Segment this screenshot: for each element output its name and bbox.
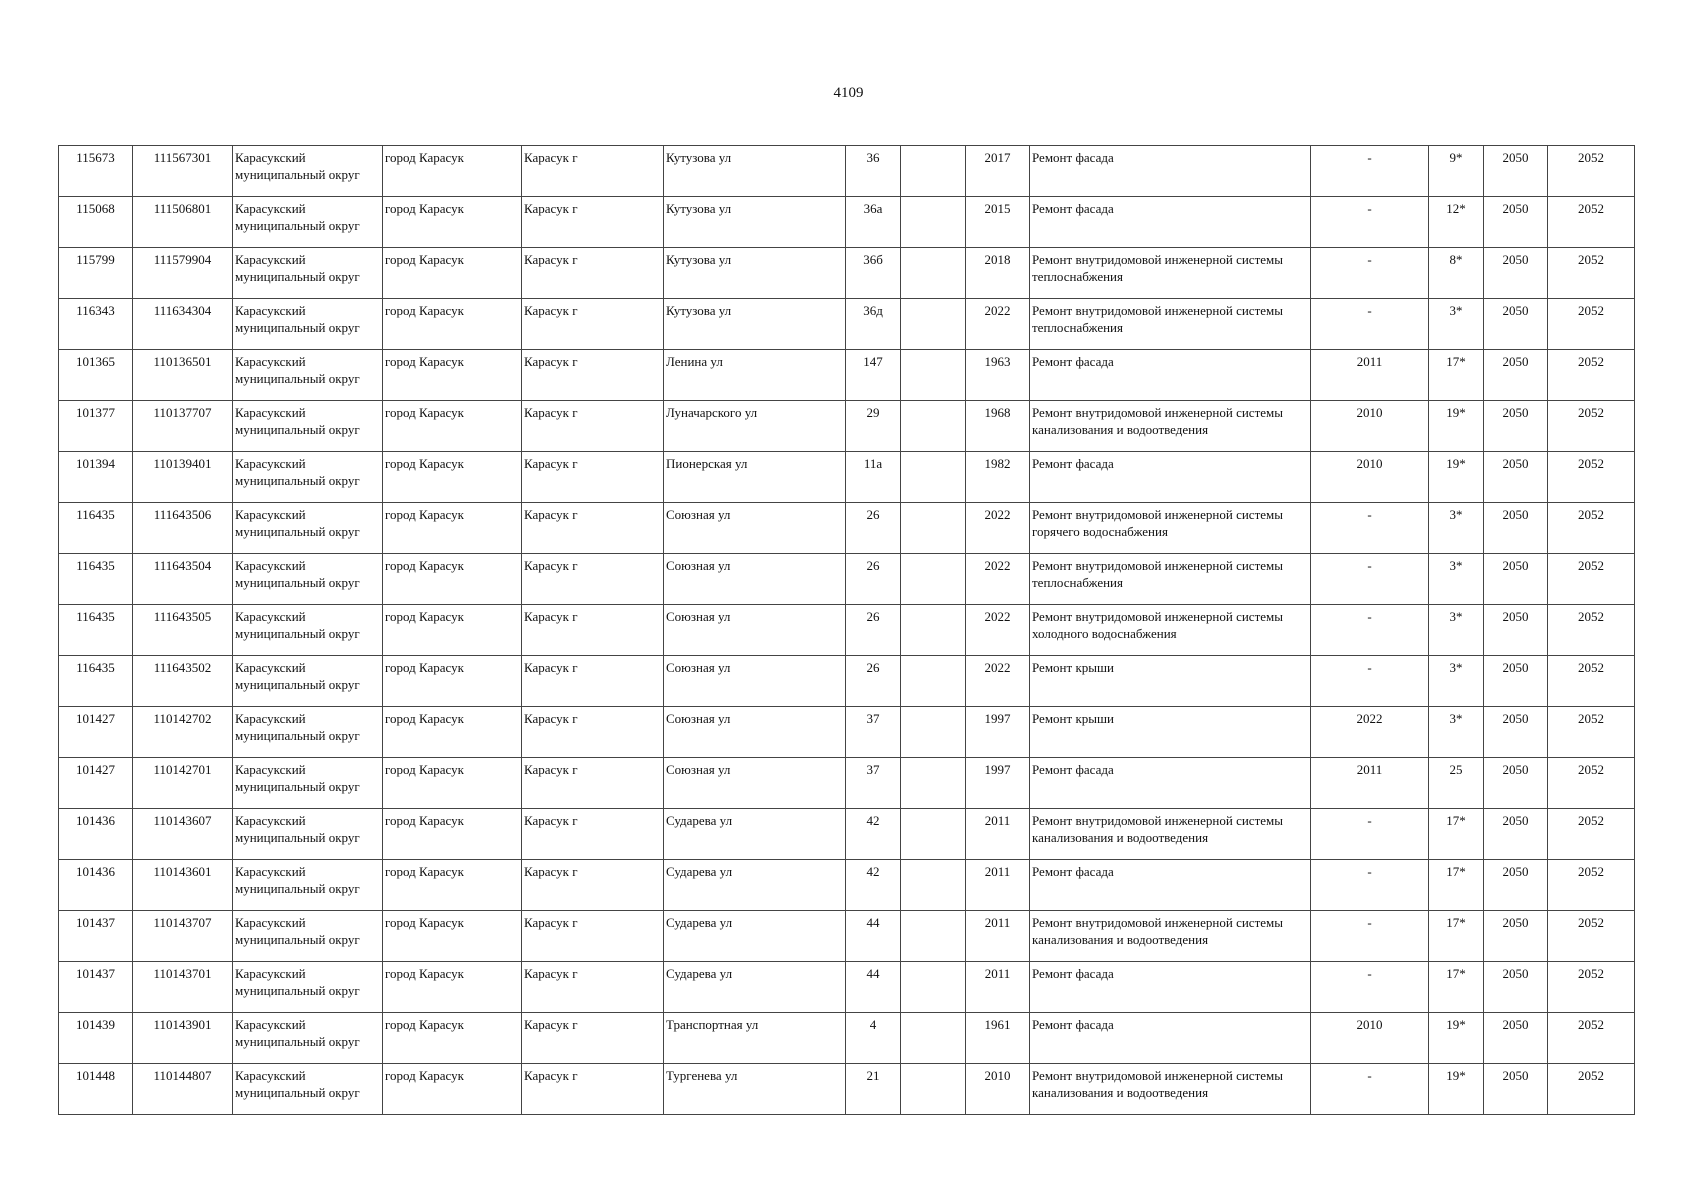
cell-last-repair-year: 2010: [1311, 452, 1429, 503]
cell-last-repair-year: 2010: [1311, 1013, 1429, 1064]
cell-district: Карасукский муниципальный округ: [233, 1013, 383, 1064]
table-row: [59, 299, 1635, 350]
cell-house-number: 36б: [846, 248, 901, 299]
cell-last-repair-year: -: [1311, 860, 1429, 911]
cell-house-id: 101436: [59, 860, 133, 911]
cell-last-repair-year: 2011: [1311, 758, 1429, 809]
cell-plan-end: 2052: [1548, 707, 1635, 758]
cell-work-type: Ремонт фасада: [1030, 452, 1311, 503]
cell-plan-end: 2052: [1548, 962, 1635, 1013]
cell-year-built: 2022: [966, 554, 1030, 605]
cell-building: [901, 299, 966, 350]
cell-value: 9*: [1429, 146, 1484, 197]
cell-plan-start: 2050: [1484, 707, 1548, 758]
cell-district: Карасукский муниципальный округ: [233, 452, 383, 503]
cell-settlement: город Карасук: [383, 809, 522, 860]
cell-house-number: 21: [846, 1064, 901, 1115]
cell-house-number: 26: [846, 503, 901, 554]
cell-record-code: 110143601: [133, 860, 233, 911]
cell-locality: Карасук г: [522, 962, 664, 1013]
cell-district: Карасукский муниципальный округ: [233, 554, 383, 605]
cell-building: [901, 1064, 966, 1115]
cell-settlement: город Карасук: [383, 1013, 522, 1064]
cell-house-id: 116435: [59, 503, 133, 554]
cell-year-built: 2010: [966, 1064, 1030, 1115]
cell-plan-start: 2050: [1484, 605, 1548, 656]
cell-house-number: 26: [846, 605, 901, 656]
cell-locality: Карасук г: [522, 452, 664, 503]
cell-building: [901, 452, 966, 503]
cell-record-code: 111643506: [133, 503, 233, 554]
cell-plan-end: 2052: [1548, 350, 1635, 401]
cell-last-repair-year: -: [1311, 605, 1429, 656]
cell-house-id: 115068: [59, 197, 133, 248]
cell-district: Карасукский муниципальный округ: [233, 1064, 383, 1115]
cell-record-code: 110143607: [133, 809, 233, 860]
cell-plan-end: 2052: [1548, 146, 1635, 197]
cell-house-id: 101439: [59, 1013, 133, 1064]
cell-value: 3*: [1429, 605, 1484, 656]
cell-building: [901, 503, 966, 554]
cell-district: Карасукский муниципальный округ: [233, 962, 383, 1013]
cell-last-repair-year: -: [1311, 503, 1429, 554]
cell-record-code: 111643504: [133, 554, 233, 605]
cell-last-repair-year: -: [1311, 248, 1429, 299]
cell-street: Пионерская ул: [664, 452, 846, 503]
cell-record-code: 111579904: [133, 248, 233, 299]
cell-street: Луначарского ул: [664, 401, 846, 452]
table-row: [59, 350, 1635, 401]
cell-value: 17*: [1429, 962, 1484, 1013]
cell-plan-start: 2050: [1484, 503, 1548, 554]
table-row: [59, 554, 1635, 605]
cell-house-id: 101437: [59, 962, 133, 1013]
cell-record-code: 111506801: [133, 197, 233, 248]
cell-value: 17*: [1429, 809, 1484, 860]
cell-building: [901, 860, 966, 911]
cell-plan-start: 2050: [1484, 146, 1548, 197]
cell-value: 3*: [1429, 299, 1484, 350]
cell-house-id: 101377: [59, 401, 133, 452]
cell-plan-start: 2050: [1484, 809, 1548, 860]
cell-work-type: Ремонт крыши: [1030, 707, 1311, 758]
cell-plan-start: 2050: [1484, 860, 1548, 911]
cell-last-repair-year: -: [1311, 1064, 1429, 1115]
cell-plan-start: 2050: [1484, 401, 1548, 452]
cell-plan-end: 2052: [1548, 758, 1635, 809]
cell-year-built: 2015: [966, 197, 1030, 248]
cell-building: [901, 1013, 966, 1064]
cell-settlement: город Карасук: [383, 656, 522, 707]
cell-record-code: 110143707: [133, 911, 233, 962]
table-row: [59, 197, 1635, 248]
cell-locality: Карасук г: [522, 350, 664, 401]
cell-locality: Карасук г: [522, 860, 664, 911]
cell-work-type: Ремонт внутридомовой инженерной системы теплоснабжения: [1030, 554, 1311, 605]
cell-house-id: 101427: [59, 758, 133, 809]
cell-house-id: 101437: [59, 911, 133, 962]
cell-value: 19*: [1429, 452, 1484, 503]
cell-plan-start: 2050: [1484, 248, 1548, 299]
cell-record-code: 110143901: [133, 1013, 233, 1064]
cell-locality: Карасук г: [522, 299, 664, 350]
cell-house-id: 115799: [59, 248, 133, 299]
cell-work-type: Ремонт фасада: [1030, 350, 1311, 401]
cell-record-code: 110143701: [133, 962, 233, 1013]
cell-plan-end: 2052: [1548, 605, 1635, 656]
table-row: [59, 452, 1635, 503]
cell-last-repair-year: -: [1311, 911, 1429, 962]
cell-locality: Карасук г: [522, 656, 664, 707]
cell-street: Сударева ул: [664, 962, 846, 1013]
cell-locality: Карасук г: [522, 146, 664, 197]
cell-work-type: Ремонт внутридомовой инженерной системы канализования и водоотведения: [1030, 809, 1311, 860]
cell-building: [901, 911, 966, 962]
cell-last-repair-year: -: [1311, 962, 1429, 1013]
cell-building: [901, 809, 966, 860]
cell-value: 25: [1429, 758, 1484, 809]
cell-house-number: 147: [846, 350, 901, 401]
cell-building: [901, 707, 966, 758]
cell-year-built: 1961: [966, 1013, 1030, 1064]
cell-house-number: 26: [846, 554, 901, 605]
cell-value: 3*: [1429, 656, 1484, 707]
cell-plan-start: 2050: [1484, 350, 1548, 401]
cell-settlement: город Карасук: [383, 554, 522, 605]
cell-plan-end: 2052: [1548, 554, 1635, 605]
cell-house-number: 42: [846, 809, 901, 860]
cell-year-built: 2011: [966, 860, 1030, 911]
cell-locality: Карасук г: [522, 809, 664, 860]
cell-house-number: 26: [846, 656, 901, 707]
cell-record-code: 111634304: [133, 299, 233, 350]
cell-building: [901, 197, 966, 248]
cell-value: 19*: [1429, 1064, 1484, 1115]
cell-street: Союзная ул: [664, 554, 846, 605]
cell-locality: Карасук г: [522, 707, 664, 758]
cell-plan-start: 2050: [1484, 758, 1548, 809]
cell-last-repair-year: 2011: [1311, 350, 1429, 401]
cell-house-id: 101448: [59, 1064, 133, 1115]
cell-settlement: город Карасук: [383, 299, 522, 350]
cell-street: Союзная ул: [664, 656, 846, 707]
cell-plan-end: 2052: [1548, 809, 1635, 860]
cell-house-id: 116435: [59, 656, 133, 707]
cell-house-id: 116435: [59, 554, 133, 605]
cell-plan-start: 2050: [1484, 197, 1548, 248]
cell-building: [901, 656, 966, 707]
cell-street: Кутузова ул: [664, 299, 846, 350]
cell-locality: Карасук г: [522, 503, 664, 554]
cell-district: Карасукский муниципальный округ: [233, 350, 383, 401]
cell-district: Карасукский муниципальный округ: [233, 911, 383, 962]
cell-locality: Карасук г: [522, 197, 664, 248]
cell-house-number: 11а: [846, 452, 901, 503]
cell-settlement: город Карасук: [383, 452, 522, 503]
cell-building: [901, 554, 966, 605]
cell-last-repair-year: -: [1311, 146, 1429, 197]
cell-plan-end: 2052: [1548, 1013, 1635, 1064]
cell-building: [901, 758, 966, 809]
cell-district: Карасукский муниципальный округ: [233, 503, 383, 554]
cell-record-code: 110142702: [133, 707, 233, 758]
cell-last-repair-year: 2022: [1311, 707, 1429, 758]
cell-work-type: Ремонт фасада: [1030, 146, 1311, 197]
cell-year-built: 2022: [966, 503, 1030, 554]
cell-settlement: город Карасук: [383, 197, 522, 248]
cell-year-built: 2022: [966, 605, 1030, 656]
cell-value: 17*: [1429, 350, 1484, 401]
cell-district: Карасукский муниципальный округ: [233, 809, 383, 860]
cell-plan-end: 2052: [1548, 503, 1635, 554]
cell-building: [901, 146, 966, 197]
cell-value: 3*: [1429, 503, 1484, 554]
cell-settlement: город Карасук: [383, 758, 522, 809]
cell-year-built: 1982: [966, 452, 1030, 503]
cell-last-repair-year: -: [1311, 809, 1429, 860]
cell-house-id: 115673: [59, 146, 133, 197]
cell-district: Карасукский муниципальный округ: [233, 860, 383, 911]
cell-work-type: Ремонт фасада: [1030, 1013, 1311, 1064]
cell-settlement: город Карасук: [383, 401, 522, 452]
cell-settlement: город Карасук: [383, 860, 522, 911]
cell-street: Союзная ул: [664, 707, 846, 758]
cell-work-type: Ремонт внутридомовой инженерной системы горячего водоснабжения: [1030, 503, 1311, 554]
cell-value: 19*: [1429, 401, 1484, 452]
table-row: [59, 605, 1635, 656]
cell-street: Сударева ул: [664, 860, 846, 911]
cell-house-number: 42: [846, 860, 901, 911]
cell-house-number: 36д: [846, 299, 901, 350]
cell-record-code: 111567301: [133, 146, 233, 197]
cell-value: 12*: [1429, 197, 1484, 248]
cell-record-code: 111643502: [133, 656, 233, 707]
cell-plan-end: 2052: [1548, 1064, 1635, 1115]
cell-street: Сударева ул: [664, 809, 846, 860]
cell-plan-end: 2052: [1548, 452, 1635, 503]
cell-record-code: 111643505: [133, 605, 233, 656]
cell-locality: Карасук г: [522, 911, 664, 962]
cell-building: [901, 401, 966, 452]
cell-house-id: 116435: [59, 605, 133, 656]
cell-house-id: 101365: [59, 350, 133, 401]
cell-district: Карасукский муниципальный округ: [233, 656, 383, 707]
cell-last-repair-year: -: [1311, 656, 1429, 707]
cell-settlement: город Карасук: [383, 248, 522, 299]
cell-plan-start: 2050: [1484, 452, 1548, 503]
cell-year-built: 2022: [966, 299, 1030, 350]
cell-settlement: город Карасук: [383, 911, 522, 962]
cell-building: [901, 248, 966, 299]
cell-locality: Карасук г: [522, 605, 664, 656]
cell-street: Транспортная ул: [664, 1013, 846, 1064]
table-row: [59, 962, 1635, 1013]
cell-plan-start: 2050: [1484, 1064, 1548, 1115]
cell-plan-end: 2052: [1548, 860, 1635, 911]
table-row: [59, 146, 1635, 197]
cell-work-type: Ремонт внутридомовой инженерной системы канализования и водоотведения: [1030, 1064, 1311, 1115]
cell-district: Карасукский муниципальный округ: [233, 299, 383, 350]
table-row: [59, 1013, 1635, 1064]
cell-work-type: Ремонт фасада: [1030, 860, 1311, 911]
cell-last-repair-year: 2010: [1311, 401, 1429, 452]
cell-house-id: 101394: [59, 452, 133, 503]
cell-street: Союзная ул: [664, 605, 846, 656]
cell-locality: Карасук г: [522, 248, 664, 299]
cell-year-built: 2022: [966, 656, 1030, 707]
cell-work-type: Ремонт внутридомовой инженерной системы теплоснабжения: [1030, 248, 1311, 299]
cell-street: Союзная ул: [664, 503, 846, 554]
cell-house-number: 36: [846, 146, 901, 197]
cell-district: Карасукский муниципальный округ: [233, 197, 383, 248]
page-number: 4109: [833, 85, 864, 101]
cell-house-number: 4: [846, 1013, 901, 1064]
cell-house-number: 36а: [846, 197, 901, 248]
cell-year-built: 1997: [966, 707, 1030, 758]
table-row: [59, 707, 1635, 758]
table-row: [59, 911, 1635, 962]
cell-street: Союзная ул: [664, 758, 846, 809]
cell-street: Кутузова ул: [664, 248, 846, 299]
cell-value: 19*: [1429, 1013, 1484, 1064]
cell-year-built: 2018: [966, 248, 1030, 299]
cell-locality: Карасук г: [522, 1013, 664, 1064]
cell-record-code: 110136501: [133, 350, 233, 401]
cell-locality: Карасук г: [522, 401, 664, 452]
cell-value: 3*: [1429, 554, 1484, 605]
cell-plan-start: 2050: [1484, 656, 1548, 707]
cell-locality: Карасук г: [522, 554, 664, 605]
cell-year-built: 2011: [966, 962, 1030, 1013]
cell-record-code: 110144807: [133, 1064, 233, 1115]
table-row: [59, 656, 1635, 707]
cell-year-built: 2011: [966, 809, 1030, 860]
cell-house-id: 101427: [59, 707, 133, 758]
cell-record-code: 110137707: [133, 401, 233, 452]
cell-plan-end: 2052: [1548, 911, 1635, 962]
cell-plan-start: 2050: [1484, 299, 1548, 350]
cell-plan-end: 2052: [1548, 248, 1635, 299]
cell-street: Кутузова ул: [664, 197, 846, 248]
cell-work-type: Ремонт фасада: [1030, 197, 1311, 248]
cell-plan-end: 2052: [1548, 656, 1635, 707]
cell-building: [901, 962, 966, 1013]
cell-house-number: 44: [846, 962, 901, 1013]
table-row: [59, 860, 1635, 911]
cell-street: Ленина ул: [664, 350, 846, 401]
cell-year-built: 2017: [966, 146, 1030, 197]
cell-house-id: 116343: [59, 299, 133, 350]
cell-district: Карасукский муниципальный округ: [233, 248, 383, 299]
cell-settlement: город Карасук: [383, 1064, 522, 1115]
cell-last-repair-year: -: [1311, 299, 1429, 350]
cell-district: Карасукский муниципальный округ: [233, 707, 383, 758]
cell-work-type: Ремонт фасада: [1030, 962, 1311, 1013]
table-row: [59, 758, 1635, 809]
cell-work-type: Ремонт внутридомовой инженерной системы канализования и водоотведения: [1030, 911, 1311, 962]
cell-settlement: город Карасук: [383, 707, 522, 758]
cell-settlement: город Карасук: [383, 350, 522, 401]
cell-settlement: город Карасук: [383, 503, 522, 554]
cell-work-type: Ремонт крыши: [1030, 656, 1311, 707]
cell-plan-start: 2050: [1484, 1013, 1548, 1064]
cell-house-id: 101436: [59, 809, 133, 860]
cell-plan-start: 2050: [1484, 962, 1548, 1013]
cell-work-type: Ремонт фасада: [1030, 758, 1311, 809]
table-row: [59, 1064, 1635, 1115]
cell-house-number: 44: [846, 911, 901, 962]
cell-year-built: 1997: [966, 758, 1030, 809]
cell-plan-end: 2052: [1548, 401, 1635, 452]
cell-record-code: 110142701: [133, 758, 233, 809]
cell-district: Карасукский муниципальный округ: [233, 605, 383, 656]
cell-locality: Карасук г: [522, 758, 664, 809]
cell-settlement: город Карасук: [383, 146, 522, 197]
cell-house-number: 37: [846, 758, 901, 809]
table-row: [59, 401, 1635, 452]
cell-value: 17*: [1429, 860, 1484, 911]
cell-value: 3*: [1429, 707, 1484, 758]
cell-value: 8*: [1429, 248, 1484, 299]
cell-locality: Карасук г: [522, 1064, 664, 1115]
cell-plan-start: 2050: [1484, 554, 1548, 605]
cell-street: Тургенева ул: [664, 1064, 846, 1115]
cell-last-repair-year: -: [1311, 554, 1429, 605]
cell-district: Карасукский муниципальный округ: [233, 146, 383, 197]
cell-street: Сударева ул: [664, 911, 846, 962]
cell-plan-end: 2052: [1548, 197, 1635, 248]
cell-district: Карасукский муниципальный округ: [233, 401, 383, 452]
cell-plan-end: 2052: [1548, 299, 1635, 350]
cell-record-code: 110139401: [133, 452, 233, 503]
cell-work-type: Ремонт внутридомовой инженерной системы теплоснабжения: [1030, 299, 1311, 350]
cell-house-number: 37: [846, 707, 901, 758]
cell-settlement: город Карасук: [383, 605, 522, 656]
cell-last-repair-year: -: [1311, 197, 1429, 248]
cell-plan-start: 2050: [1484, 911, 1548, 962]
cell-work-type: Ремонт внутридомовой инженерной системы холодного водоснабжения: [1030, 605, 1311, 656]
cell-house-number: 29: [846, 401, 901, 452]
cell-work-type: Ремонт внутридомовой инженерной системы канализования и водоотведения: [1030, 401, 1311, 452]
table-row: [59, 248, 1635, 299]
cell-building: [901, 350, 966, 401]
repair-registry-table: [58, 145, 1635, 1115]
cell-year-built: 2011: [966, 911, 1030, 962]
cell-settlement: город Карасук: [383, 962, 522, 1013]
cell-street: Кутузова ул: [664, 146, 846, 197]
table-row: [59, 809, 1635, 860]
table-row: [59, 503, 1635, 554]
cell-year-built: 1968: [966, 401, 1030, 452]
cell-district: Карасукский муниципальный округ: [233, 758, 383, 809]
table-body: [59, 146, 1635, 1115]
cell-building: [901, 605, 966, 656]
cell-year-built: 1963: [966, 350, 1030, 401]
cell-value: 17*: [1429, 911, 1484, 962]
